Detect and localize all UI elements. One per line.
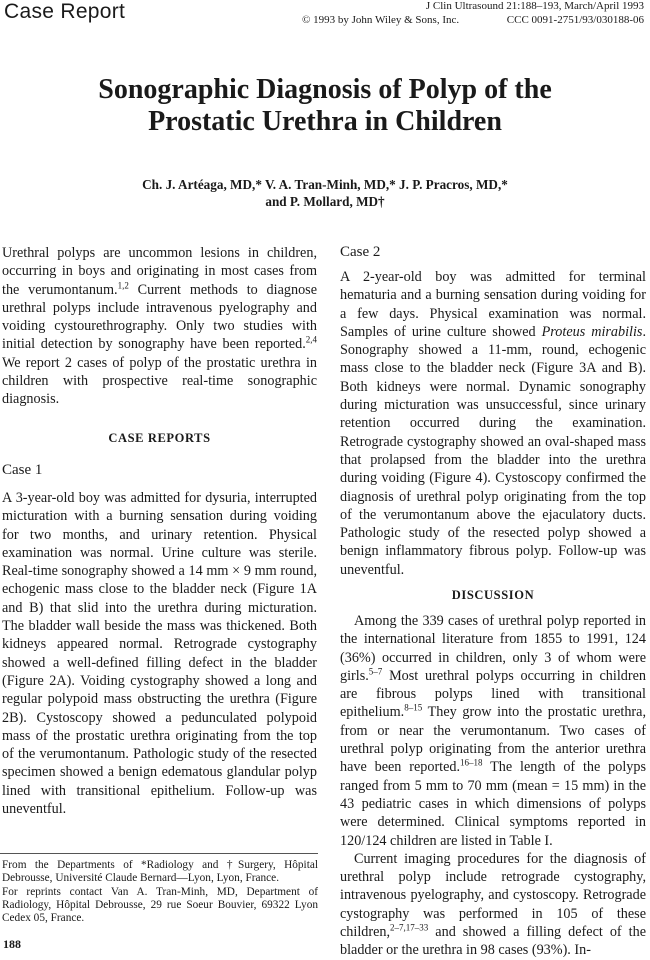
journal-line: J Clin Ultrasound 21:188–193, March/April 1993: [425, 0, 644, 12]
footnote: [2, 859, 318, 925]
authors-line-1: Ch. J. Artéaga, MD,* V. A. Tran-Minh, MD,* J. P. Pracros, MD,*: [142, 177, 508, 192]
case1-heading: Case 1: [2, 462, 43, 478]
case1-paragraph: A 3-year-old boy was admitted for dysuria, interrupted micturation with a burning sensation during voiding for two months, and urinary retention. Physical examination was normal. Urine culture was sterile. Real-time sonography showed a 14 mm × 9 mm round, echogenic mass close to the bladder neck (Figure 1A and B) that slid into the urethra during micturation. The bladder wall beside the mass was thickened. Both kidneys appeared normal. Retrograde cystography showed a well-defined filling defect in the bladder (Figure 2A). Voiding cystography showed a long and regular polypoid mass obstructing the urethra (Figure 2B). Cystoscopy showed a pedunculated polypoid mass of the prostatic urethra originating from the top of the verumontanum. Pathologic study of the resected specimen showed a benign edematous glandular polyp lined with transitional epithelium. Follow-up was uneventful.: [2, 490, 317, 818]
footnote-affiliation: From the Departments of *Radiology and †Surgery, Hôpital Debrousse, Université Claude Bernard—Lyon, Lyon, France.: [2, 859, 318, 885]
article-title: [0, 74, 650, 138]
copyright: © 1993 by John Wiley & Sons, Inc.: [302, 13, 460, 26]
case2-paragraph: A 2-year-old boy was admitted for terminal hematuria and a burning sensation during voiding for a few days. Physical examination was normal. Samples of urine culture showed Proteus mirabilis. Sonography showed a 11-mm, round, echogenic mass close to the bladder neck (Figure 3A and B). Both kidneys were normal. Dynamic sonography during micturation was unsuccessful, since urinary retention occurred during the examination. Retrograde cystography showed an oval-shaped mass that prolapsed from the bladder into the urethra during voiding (Figure 4). Cystoscopy confirmed the diagnosis of urethral polyp originating from the top of the verumontanum above the ejaculatory ducts. Pathologic study of the resected polyp showed a benign inflammatory fibrous polyp. Follow-up was uneventful.: [340, 269, 646, 578]
title-line-2: Prostatic Urethra in Children: [148, 106, 502, 137]
discussion-heading: DISCUSSION: [451, 588, 535, 602]
author-list: [0, 176, 650, 210]
footnote-divider: [0, 853, 318, 854]
authors-line-2: and P. Mollard, MD†: [265, 194, 385, 209]
title-line-1: Sonographic Diagnosis of Polyp of the: [98, 74, 552, 105]
journal-citation: [284, 0, 644, 27]
discussion-paragraph-1: Among the 339 cases of urethral polyp reported in the international literature from 1855 to 1991, 124 (36%) occurred in children, only 3 of whom were girls.$^{5-7}$ Most urethral polyps occurring in children are fibrous polyps lined with transitional epithelium.$^{8-15}$ They grow into the prostatic urethra, from or near the verumontanum. Two cases of urethral polyp originating from the anterior urethra have been reported.$^{16-18}$ The length of the polyps ranged from 5 mm to 70 mm (mean = 15 mm) in the 43 pediatric cases in which dimensions of polyps were determined. Clinical symptoms reported in 120/124 children are listed in Table I.: [340, 613, 646, 849]
discussion-paragraph-2: Current imaging procedures for the diagnosis of urethral polyp include retrograde cystography, intravenous pyelography, and cystoscopy. Retrograde cystography was performed in 105 of these children,$^{2-7,17-33}$ and showed a filling defect of the bladder or the urethra in 98 cases (93%). In-: [340, 850, 646, 959]
section-label: Case Report: [4, 0, 126, 23]
case2-heading: Case 2: [340, 244, 381, 260]
case-reports-heading: CASE REPORTS: [108, 431, 211, 445]
ccc-code: CCC 0091-2751/93/030188-06: [506, 13, 644, 26]
abstract-paragraph: Urethral polyps are uncommon lesions in children, occurring in boys and originating in most cases from the verumontanum.$^{1,2}$ Current methods to diagnose urethral polyps include intravenous pyelography and voiding cystourethrography. Only two studies with initial detection by sonography have been reported.$^{2,4}$ We report 2 cases of polyp of the prostatic urethra in children with prospective real-time sonographic diagnosis.: [2, 245, 317, 408]
page-number: 188: [3, 937, 21, 951]
footnote-reprints: For reprints contact Van A. Tran-Minh, MD, Department of Radiology, Hôpital Debrousse, 29 rue Soeur Bouvier, 69322 Lyon Cedex 05, France.: [2, 885, 318, 925]
discussion-text: [340, 612, 646, 960]
journal-line-2: [284, 14, 644, 28]
